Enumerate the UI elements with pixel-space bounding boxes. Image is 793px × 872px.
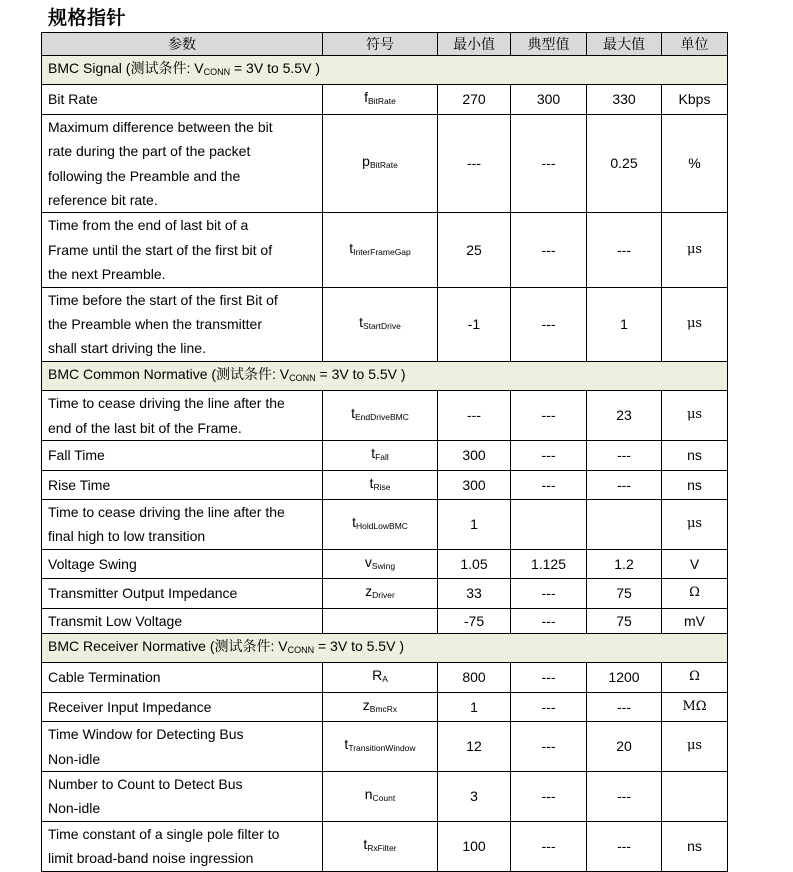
page-title: 规格指针 (48, 7, 127, 29)
typ-cell: 1.125 (511, 549, 587, 578)
table-row (42, 608, 728, 633)
parameter-line: Time to cease driving the line after the (48, 395, 285, 412)
parameter-line: rate during the part of the packet (48, 143, 251, 160)
table-row (42, 821, 728, 871)
symbol-base: n (364, 786, 373, 803)
parameter-line: limit broad-band noise ingression (48, 850, 254, 867)
parameter-cell (42, 549, 323, 578)
parameter-cell (42, 287, 323, 361)
table-row (42, 391, 728, 441)
section-label-condition: = 3V to 5.5V ) (230, 60, 320, 76)
symbol-base: t (371, 445, 376, 462)
typ-cell: --- (511, 821, 587, 871)
symbol-subscript: BitRate (369, 160, 398, 171)
symbol-subscript: Rise (373, 481, 391, 492)
parameter-cell (42, 821, 323, 871)
symbol-base: v (364, 553, 372, 570)
parameter-line: Time before the start of the first Bit of (48, 291, 278, 308)
unit-cell: Kbps (662, 85, 728, 114)
typ-cell: --- (511, 391, 587, 441)
symbol-base: z (365, 583, 373, 600)
min-cell: 1.05 (438, 549, 511, 578)
parameter-line: Fall Time (48, 447, 105, 464)
min-cell: -1 (438, 287, 511, 361)
symbol-subscript: HoldLowBMC (355, 521, 408, 532)
section-row (42, 56, 728, 85)
parameter-line: Time to cease driving the line after the (48, 503, 285, 520)
symbol-cell (323, 470, 438, 499)
min-cell: 100 (438, 821, 511, 871)
min-cell: 25 (438, 213, 511, 287)
symbol-base: p (362, 153, 370, 170)
symbol-base: t (359, 314, 364, 331)
unit-cell: μs (662, 391, 728, 441)
max-cell: 75 (587, 608, 662, 633)
table-row (42, 663, 728, 692)
table-row (42, 441, 728, 470)
parameter-line: Time constant of a single pole filter to (48, 825, 280, 842)
min-cell: 1 (438, 499, 511, 549)
parameter-line: the next Preamble. (48, 266, 166, 283)
parameter-line: Maximum difference between the bit (48, 118, 273, 135)
max-cell: 1 (587, 287, 662, 361)
parameter-line: Frame until the start of the first bit of (48, 241, 273, 258)
min-cell: --- (438, 391, 511, 441)
table-row (42, 771, 728, 821)
section-row (42, 633, 728, 662)
typ-cell: --- (511, 470, 587, 499)
max-cell: 75 (587, 579, 662, 608)
parameter-cell (42, 213, 323, 287)
symbol-base: t (363, 835, 368, 852)
parameter-cell (42, 722, 323, 772)
symbol-base: f (364, 89, 368, 106)
max-cell: --- (587, 821, 662, 871)
table-row (42, 114, 728, 213)
typ-cell (511, 499, 587, 549)
symbol-cell (323, 114, 438, 213)
parameter-line: Transmit Low Voltage (48, 612, 183, 629)
symbol-base: t (344, 736, 349, 753)
max-cell: 23 (587, 391, 662, 441)
section-label-text: BMC Receiver Normative (测试条件: V (48, 637, 288, 654)
table-row (42, 499, 728, 549)
parameter-line: Cable Termination (48, 669, 161, 686)
table-row (42, 470, 728, 499)
table-row (42, 287, 728, 361)
section-label-condition: = 3V to 5.5V ) (314, 637, 404, 654)
symbol-cell (323, 391, 438, 441)
parameter-cell (42, 499, 323, 549)
section-label-subscript: CONN (203, 67, 231, 77)
parameter-cell (42, 692, 323, 721)
table-row (42, 579, 728, 608)
min-cell: -75 (438, 608, 511, 633)
parameter-line: Time Window for Detecting Bus (48, 726, 244, 743)
parameter-line: Time from the end of last bit of a (48, 217, 249, 234)
header-max: 最大值 (587, 33, 662, 56)
symbol-cell (323, 85, 438, 114)
unit-cell: Ω (662, 663, 728, 692)
section-label-subscript: CONN (287, 644, 315, 655)
max-cell: --- (587, 692, 662, 721)
header-symbol: 符号 (323, 33, 438, 56)
parameter-line: the Preamble when the transmitter (48, 316, 262, 333)
typ-cell: 300 (511, 85, 587, 114)
table-row (42, 692, 728, 721)
min-cell: 800 (438, 663, 511, 692)
header-row (42, 33, 728, 56)
parameter-cell (42, 391, 323, 441)
unit-cell: μs (662, 722, 728, 772)
table-row (42, 549, 728, 578)
max-cell: 330 (587, 85, 662, 114)
parameter-cell (42, 441, 323, 470)
symbol-cell (323, 692, 438, 721)
symbol-subscript: Fall (375, 452, 389, 463)
typ-cell: --- (511, 114, 587, 213)
max-cell: 1200 (587, 663, 662, 692)
unit-cell (662, 771, 728, 821)
parameter-line: final high to low transition (48, 528, 206, 545)
symbol-cell (323, 608, 438, 633)
max-cell: 0.25 (587, 114, 662, 213)
unit-cell: ns (662, 821, 728, 871)
symbol-subscript: EndDriveBMC (355, 412, 409, 423)
unit-cell: % (662, 114, 728, 213)
max-cell: --- (587, 470, 662, 499)
parameter-cell (42, 771, 323, 821)
unit-cell: mV (662, 608, 728, 633)
section-label-condition: = 3V to 5.5V ) (315, 365, 406, 382)
parameter-line: reference bit rate. (48, 192, 158, 209)
symbol-cell (323, 213, 438, 287)
section-label (42, 361, 728, 390)
typ-cell: --- (511, 579, 587, 608)
parameter-line: Number to Count to Detect Bus (48, 775, 243, 792)
parameter-cell (42, 579, 323, 608)
unit-cell: ns (662, 470, 728, 499)
unit-cell: μs (662, 213, 728, 287)
parameter-line: Rise Time (48, 476, 111, 493)
symbol-base: z (362, 696, 370, 713)
unit-cell: V (662, 549, 728, 578)
symbol-subscript: A (382, 674, 388, 685)
spec-table (41, 32, 728, 872)
section-row (42, 361, 728, 390)
symbol-subscript: TransitionWindow (348, 743, 416, 754)
max-cell: --- (587, 441, 662, 470)
max-cell: --- (587, 213, 662, 287)
symbol-base: t (352, 514, 356, 531)
parameter-line: Bit Rate (48, 91, 98, 108)
parameter-cell (42, 663, 323, 692)
unit-cell: MΩ (662, 692, 728, 721)
symbol-cell (323, 663, 438, 692)
table-row (42, 722, 728, 772)
symbol-cell (323, 579, 438, 608)
unit-cell: μs (662, 499, 728, 549)
table-row (42, 213, 728, 287)
symbol-subscript: Driver (372, 590, 395, 601)
typ-cell: --- (511, 287, 587, 361)
symbol-cell (323, 499, 438, 549)
symbol-cell (323, 722, 438, 772)
typ-cell: --- (511, 692, 587, 721)
symbol-subscript: Swing (371, 560, 396, 571)
section-label-subscript: CONN (289, 372, 316, 383)
parameter-cell (42, 114, 323, 213)
section-label-text: BMC Signal (测试条件: V (48, 60, 204, 76)
header-min: 最小值 (438, 33, 511, 56)
section-label (42, 56, 728, 85)
parameter-cell (42, 85, 323, 114)
parameter-line: Receiver Input Impedance (48, 698, 212, 715)
symbol-subscript: RxFilter (367, 842, 397, 853)
max-cell: 1.2 (587, 549, 662, 578)
symbol-base: t (349, 239, 354, 256)
typ-cell: --- (511, 441, 587, 470)
typ-cell: --- (511, 663, 587, 692)
header-unit: 单位 (662, 33, 728, 56)
table-row (42, 85, 728, 114)
min-cell: 300 (438, 441, 511, 470)
symbol-cell (323, 287, 438, 361)
min-cell: 3 (438, 771, 511, 821)
typ-cell: --- (511, 213, 587, 287)
symbol-base: R (372, 667, 383, 684)
max-cell: 20 (587, 722, 662, 772)
symbol-subscript: InterFrameGap (353, 246, 411, 257)
min-cell: 33 (438, 579, 511, 608)
parameter-line: end of the last bit of the Frame. (48, 419, 242, 436)
symbol-subscript: Count (372, 793, 396, 804)
parameter-line: Voltage Swing (48, 555, 137, 572)
max-cell: --- (587, 771, 662, 821)
parameter-cell (42, 470, 323, 499)
min-cell: 270 (438, 85, 511, 114)
parameter-line: following the Preamble and the (48, 167, 241, 184)
symbol-cell (323, 441, 438, 470)
section-label-text: BMC Common Normative (测试条件: V (48, 365, 290, 382)
typ-cell: --- (511, 608, 587, 633)
section-label (42, 633, 728, 662)
symbol-base: t (351, 405, 356, 422)
parameter-line: shall start driving the line. (48, 340, 206, 357)
unit-cell: ns (662, 441, 728, 470)
symbol-cell (323, 821, 438, 871)
parameter-cell (42, 608, 323, 633)
symbol-subscript: BitRate (368, 96, 396, 107)
symbol-cell (323, 771, 438, 821)
min-cell: --- (438, 114, 511, 213)
typ-cell: --- (511, 722, 587, 772)
header-typ: 典型值 (511, 33, 587, 56)
unit-cell: μs (662, 287, 728, 361)
unit-cell: Ω (662, 579, 728, 608)
min-cell: 1 (438, 692, 511, 721)
symbol-base: t (369, 474, 374, 491)
max-cell (587, 499, 662, 549)
min-cell: 300 (438, 470, 511, 499)
symbol-cell (323, 549, 438, 578)
header-parameter: 参数 (42, 33, 323, 56)
symbol-subscript: BmcRx (369, 703, 398, 714)
symbol-subscript: StartDrive (363, 321, 401, 332)
min-cell: 12 (438, 722, 511, 772)
typ-cell: --- (511, 771, 587, 821)
parameter-line: Non-idle (48, 800, 101, 817)
parameter-line: Transmitter Output Impedance (48, 585, 238, 602)
parameter-line: Non-idle (48, 750, 101, 767)
